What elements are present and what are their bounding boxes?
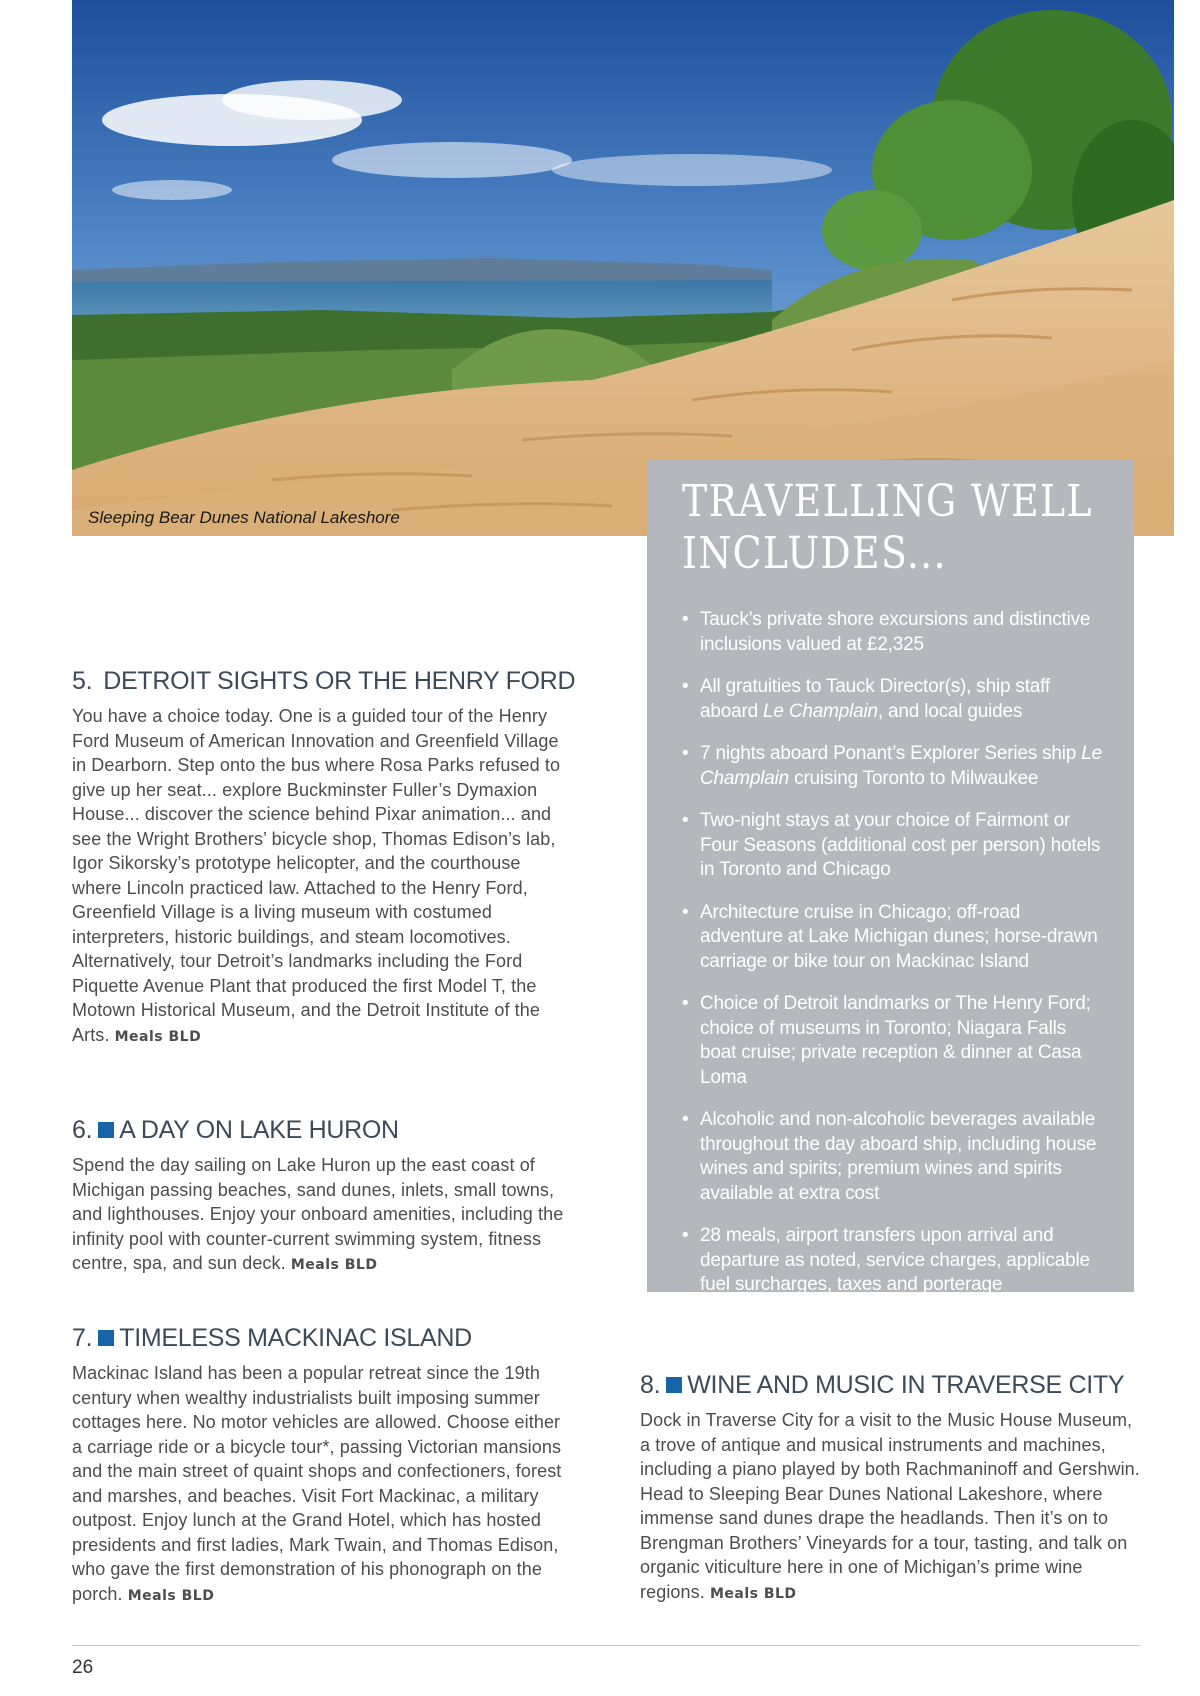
day-number: 8.: [640, 1371, 661, 1399]
inclusion-item: [682, 608, 1104, 657]
inclusion-ship-name: Le Champlain: [700, 743, 1102, 789]
meals-label: Meals BLD: [290, 1257, 378, 1273]
inclusion-item: [682, 1108, 1104, 1206]
inclusions-box: [647, 460, 1134, 1295]
inclusion-text: Two-night stays at your choice of Fairmont or Four Seasons (additional cost per person) hotels in Toronto and Chicago: [700, 810, 1101, 880]
day-title: WINE AND MUSIC IN TRAVERSE CITY: [687, 1371, 1125, 1399]
inclusions-title-line1: TRAVELLING WELL: [682, 476, 1093, 527]
inclusion-text: 28 meals, airport transfers upon arrival and departure as noted, service charges, applicable fuel surcharges, taxes and porterage: [700, 1225, 1090, 1295]
meals-label: Meals BLD: [709, 1585, 797, 1602]
inclusion-text: 7 nights aboard Ponant’s Explorer Series ship: [700, 743, 1082, 764]
day-title: DETROIT SIGHTS OR THE HENRY FORD: [103, 667, 576, 695]
inclusion-item: [682, 742, 1104, 791]
inclusions-title-line2: INCLUDES...: [682, 528, 947, 579]
day-description: You have a choice today. One is a guided tour of the Henry Ford Museum of American Innovation and Greenfield Village in Dearborn. Step onto the bus where Rosa Parks refused to give up her seat... explore Buckminster Fuller’s Dymaxion House... discover the science behind Pixar animation... and see the Wright Brothers’ bicycle shop, Thomas Edison’s lab, Igor Sikorsky’s prototype helicopter, and the courthouse where Lincoln practiced law. Attached to the Henry Ford, Greenfield Village is a living museum with costumed interpreters, historic buildings, and steam locomotives. Alternatively, tour Detroit’s landmarks including the Ford Piquette Avenue Plant that produced the first Model T, the Motown Historical Museum, and the Detroit Institute of the Arts.: [72, 706, 561, 1045]
page-number: 26: [72, 1657, 94, 1678]
footer-divider: [72, 1645, 1140, 1646]
day-number: 6.: [72, 1116, 93, 1144]
blue-square-icon: [666, 1377, 682, 1393]
day-title: TIMELESS MACKINAC ISLAND: [119, 1324, 472, 1352]
day-7-body: [72, 1361, 574, 1608]
day-7-section: [72, 1323, 574, 1608]
day-6-section: [72, 1115, 574, 1278]
inclusion-text: Architecture cruise in Chicago; off-road adventure at Lake Michigan dunes; horse-drawn carriage or bike tour on Mackinac Island: [700, 901, 1098, 972]
day-description: Spend the day sailing on Lake Huron up the east coast of Michigan passing beaches, sand dunes, inlets, small towns, and lighthouses. Enjoy your onboard amenities, including the infinity pool with counter-current swimming system, fitness centre, spa, and sun deck.: [72, 1155, 564, 1273]
dunes-landscape-image: [72, 0, 1174, 536]
day-5-body: [72, 704, 574, 1049]
inclusion-item: [682, 675, 1104, 724]
day-description: Dock in Traverse City for a visit to the Music House Museum, a trove of antique and musical instruments and machines, including a piano played by both Rachmaninoff and Gershwin. Head to Sleeping Bear Dunes National Lakeshore, where immense sand dunes drape the headlands. Then it’s on to Brengman Brothers’ Vineyards for a tour, tasting, and talk on organic viticulture here in one of Michigan’s prime wine regions.: [640, 1410, 1140, 1602]
inclusion-text-end: , and local guides: [877, 700, 1023, 722]
inclusion-item: [682, 992, 1104, 1090]
day-5-heading: [72, 666, 574, 696]
day-number: 5.: [72, 667, 93, 695]
inclusion-text-end: cruising Toronto to Milwaukee: [789, 767, 1039, 789]
day-description: Mackinac Island has been a popular retreat since the 19th century when wealthy industrialists built imposing summer cottages here. No motor vehicles are allowed. Choose either a carriage ride or a bicycle tour*, passing Victorian mansions and the main street of quaint shops and confectioners, forest and marshes, and beaches. Visit Fort Mackinac, a military outpost. Enjoy lunch at the Grand Hotel, which has hosted presidents and first ladies, Mark Twain, and Thomas Edison, who gave the first demonstration of his phonograph on the porch.: [72, 1363, 562, 1604]
day-7-heading: [72, 1323, 574, 1353]
inclusion-item: [682, 1224, 1104, 1298]
day-8-section: [640, 1370, 1140, 1606]
inclusion-ship-name: Le Champlain: [763, 700, 878, 722]
day-5-section: [72, 666, 574, 1049]
meals-label: Meals BLD: [114, 1028, 202, 1045]
day-8-body: [640, 1408, 1140, 1606]
inclusion-text: All gratuities to Tauck Director(s), ship staff aboard: [700, 676, 1050, 722]
day-6-heading: [72, 1115, 574, 1145]
blue-square-icon: [98, 1122, 114, 1138]
meals-label: Meals BLD: [127, 1587, 215, 1604]
hero-photo: [72, 0, 1174, 536]
blue-square-icon: [98, 1330, 114, 1346]
inclusion-text: Choice of Detroit landmarks or The Henry Ford; choice of museums in Toronto; Niagara Falls boat cruise; private reception & dinner at Casa Loma: [700, 993, 1091, 1088]
day-8-heading: [640, 1370, 1140, 1400]
day-title: A DAY ON LAKE HURON: [119, 1116, 399, 1144]
inclusion-item: [682, 901, 1104, 975]
photo-caption: Sleeping Bear Dunes National Lakeshore: [88, 508, 400, 527]
inclusion-text: Tauck’s private shore excursions and distinctive inclusions valued at £2,325: [700, 609, 1091, 655]
inclusions-title: [682, 476, 1129, 580]
inclusion-text: Alcoholic and non-alcoholic beverages available throughout the day aboard ship, including house wines and spirits; premium wines and spirits available at extra cost: [700, 1109, 1097, 1204]
inclusion-item: [682, 809, 1104, 883]
day-6-body: [72, 1153, 574, 1278]
inclusions-list: [682, 608, 1104, 1298]
day-number: 7.: [72, 1324, 93, 1352]
